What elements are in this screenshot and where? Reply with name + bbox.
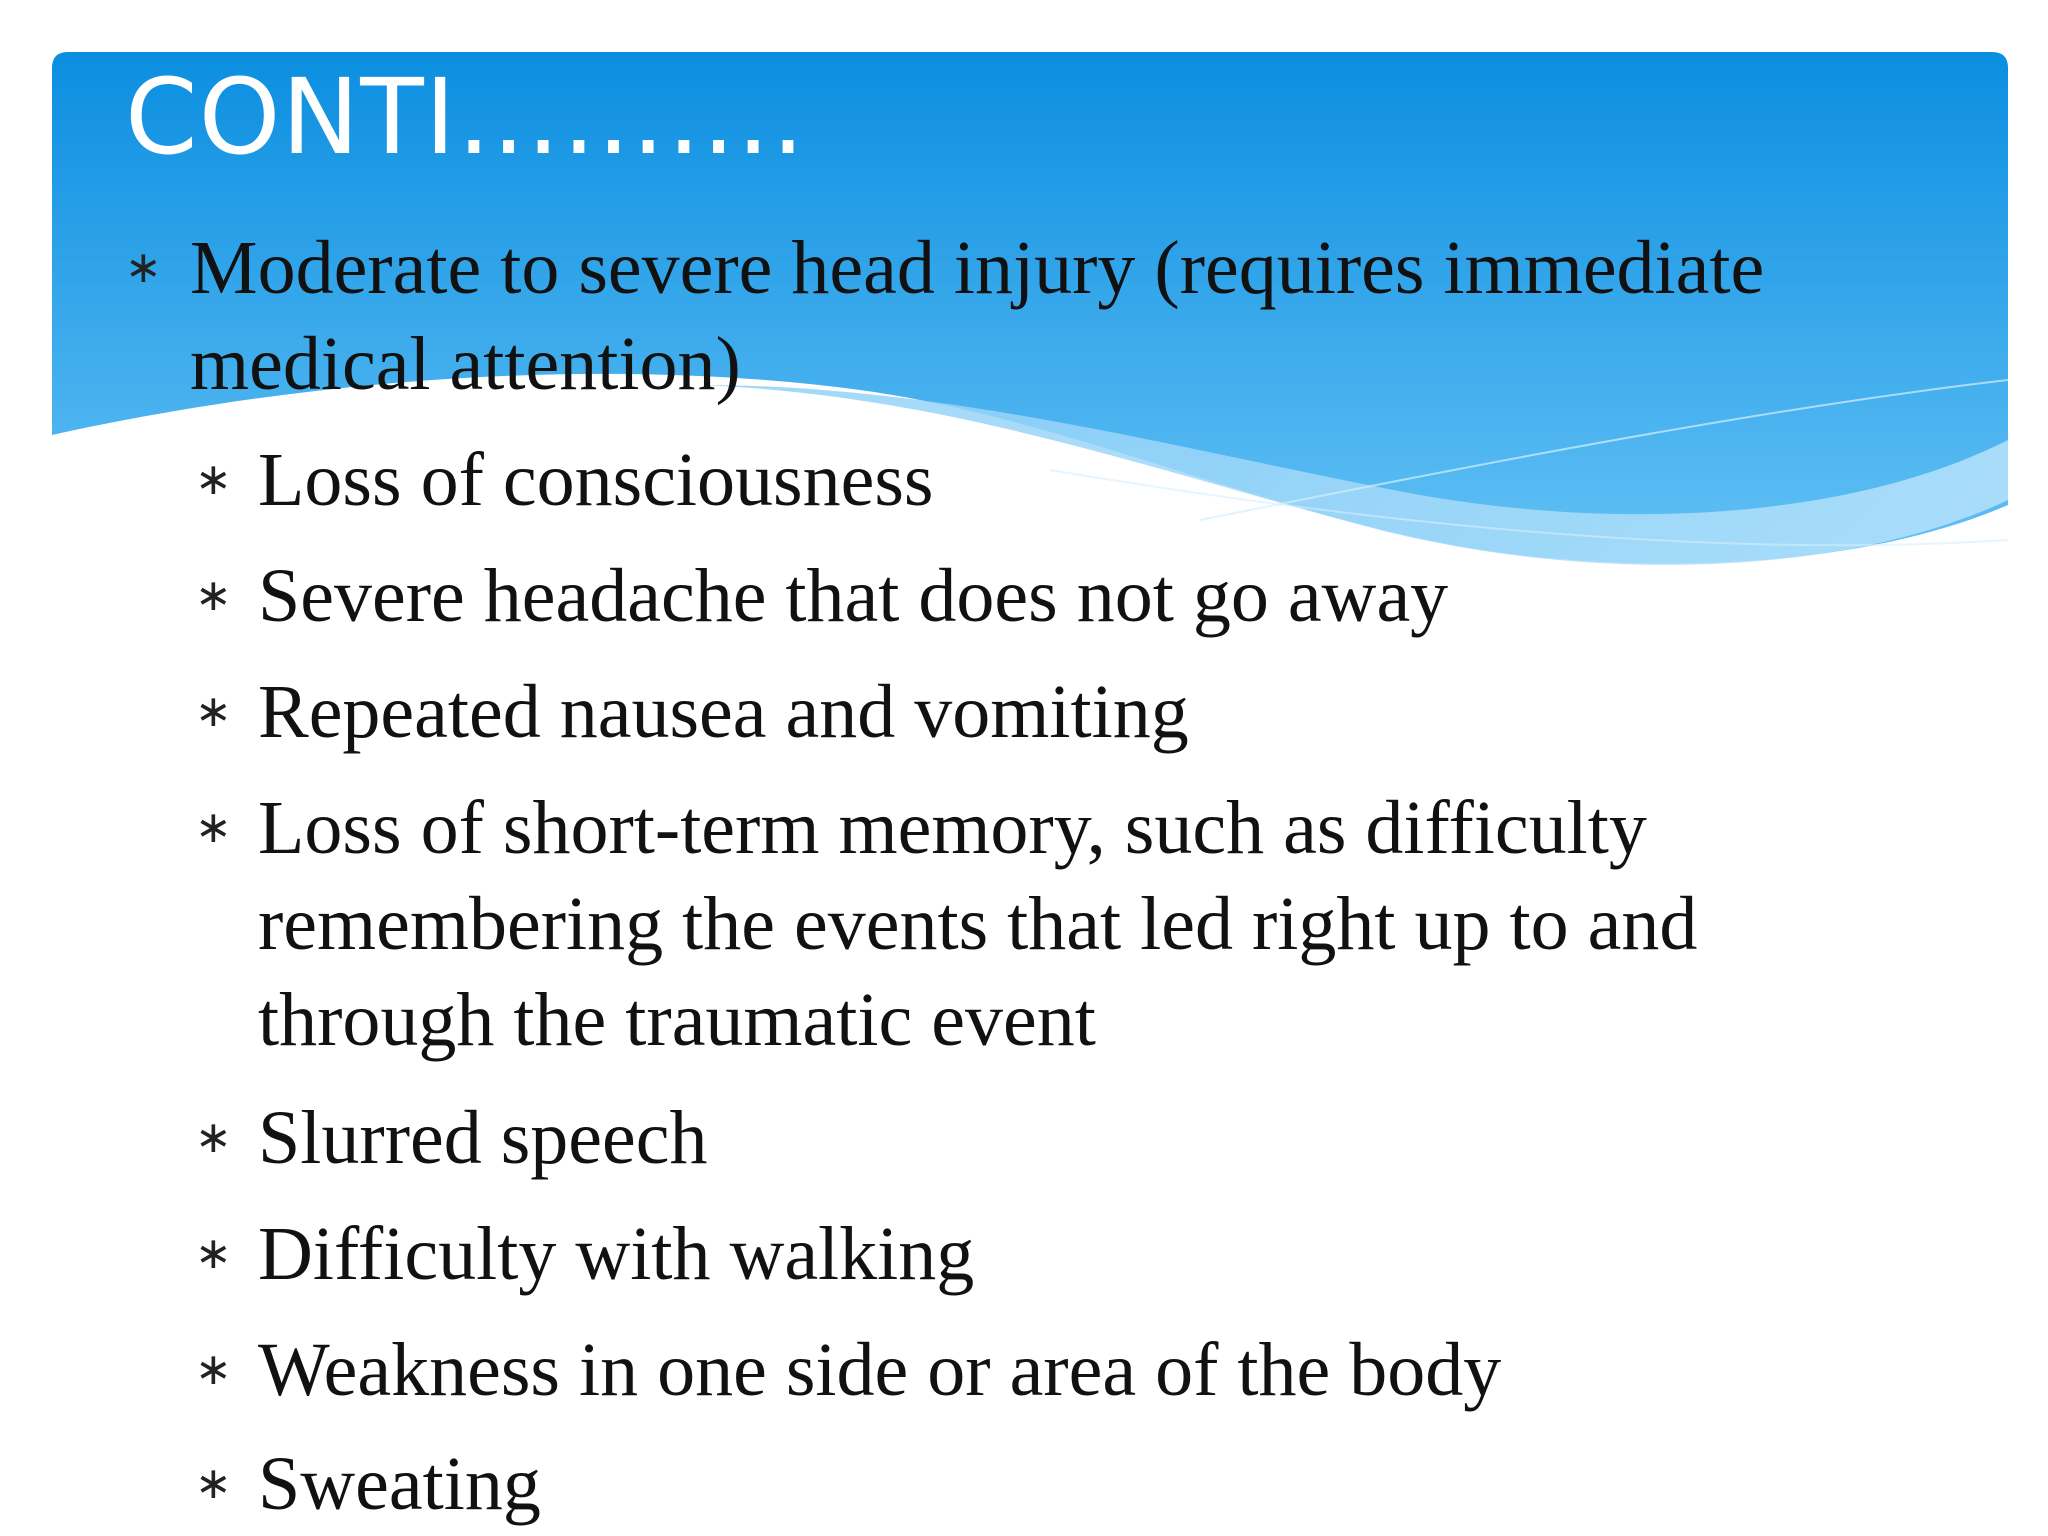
slide-title: CONTI………. <box>125 56 806 178</box>
sub-bullet-item <box>195 1090 1818 1186</box>
sub-bullet-text: Loss of consciousness <box>258 438 934 522</box>
sub-bullet-text: Loss of short-term memory, such as difficulty remembering the events that led right up to and through the traumatic event <box>258 786 1698 1062</box>
sub-bullet-text: Severe headache that does not go away <box>258 554 1449 638</box>
bullet-icon: ∗ <box>195 454 232 505</box>
sub-bullet-text: Weakness in one side or area of the body <box>258 1328 1502 1412</box>
sub-bullet-item <box>195 432 1818 528</box>
sub-bullet-item <box>195 780 1818 1068</box>
sub-bullet-text: Difficulty with walking <box>258 1212 975 1296</box>
bullet-icon: ∗ <box>195 1344 232 1395</box>
sub-bullet-item <box>195 548 1818 644</box>
sub-bullet-text: Slurred speech <box>258 1096 708 1180</box>
sub-bullet-item <box>195 1206 1818 1302</box>
bullet-icon: ∗ <box>125 242 162 293</box>
sub-bullet-item <box>195 1436 1818 1532</box>
sub-bullet-item <box>195 664 1818 760</box>
bullet-icon: ∗ <box>195 686 232 737</box>
bullet-icon: ∗ <box>195 570 232 621</box>
bullet-icon: ∗ <box>195 1112 232 1163</box>
sub-bullet-text: Repeated nausea and vomiting <box>258 670 1189 754</box>
sub-bullet-text: Sweating <box>258 1442 541 1526</box>
sub-bullet-item <box>195 1322 1818 1418</box>
bullet-icon: ∗ <box>195 802 232 853</box>
main-bullet-text: Moderate to severe head injury (requires immediate medical attention) <box>190 226 1765 406</box>
main-bullet-item <box>125 220 1910 412</box>
bullet-icon: ∗ <box>195 1228 232 1279</box>
bullet-icon: ∗ <box>195 1458 232 1509</box>
